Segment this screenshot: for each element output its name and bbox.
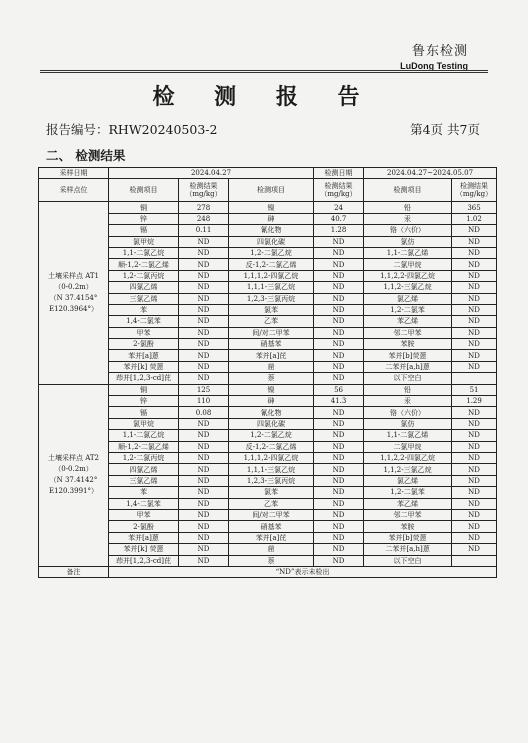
- sampling-date: 2024.04.27: [109, 168, 314, 179]
- result-cell: ND: [314, 532, 364, 543]
- header-rule: [40, 70, 488, 71]
- result-cell: ND: [314, 350, 364, 361]
- result-cell: ND: [179, 452, 229, 463]
- item-cell: 苯并[a]蒽: [109, 350, 179, 361]
- item-cell: 1,2-二氯丙烷: [109, 270, 179, 281]
- result-cell: 56: [314, 384, 364, 395]
- result-cell: ND: [452, 430, 497, 441]
- result-header: 检测结果（mg/kg）: [179, 179, 229, 202]
- result-cell: ND: [314, 304, 364, 315]
- result-cell: [452, 555, 497, 566]
- item-cell: 氯苯: [229, 487, 314, 498]
- item-cell: 铜: [109, 384, 179, 395]
- result-header: 检测结果（mg/kg）: [452, 179, 497, 202]
- sampling-point-line: （N 37.4154°: [49, 294, 98, 303]
- result-cell: 365: [452, 202, 497, 213]
- item-cell: 1,1,1,2-四氯乙烷: [229, 270, 314, 281]
- item-header: 检测项目: [364, 179, 452, 202]
- item-cell: 四氯化碳: [229, 236, 314, 247]
- item-header: 检测项目: [109, 179, 179, 202]
- result-cell: ND: [452, 350, 497, 361]
- item-cell: 汞: [364, 396, 452, 407]
- result-cell: ND: [179, 464, 229, 475]
- result-cell: ND: [179, 236, 229, 247]
- item-cell: 1,2-二氯乙烷: [229, 247, 314, 258]
- item-cell: 1,1-二氯乙烷: [109, 430, 179, 441]
- item-cell: 1,1,1,2-四氯乙烷: [229, 452, 314, 463]
- result-cell: ND: [452, 452, 497, 463]
- result-cell: ND: [314, 452, 364, 463]
- result-cell: ND: [452, 236, 497, 247]
- remark-label: 备注: [39, 566, 109, 577]
- item-cell: 1,4-二氯苯: [109, 498, 179, 509]
- sampling-point-cell: [39, 202, 109, 384]
- item-cell: 苯乙烯: [364, 498, 452, 509]
- item-cell: 铜: [109, 202, 179, 213]
- item-cell: 四氯乙烯: [109, 464, 179, 475]
- item-cell: 1,2-二氯乙烷: [229, 430, 314, 441]
- result-cell: ND: [314, 361, 364, 372]
- item-cell: 1,1,2-三氯乙烷: [364, 282, 452, 293]
- item-cell: 氯仿: [364, 418, 452, 429]
- sampling-point-line: （N 37.4142°: [49, 476, 98, 485]
- result-cell: ND: [314, 327, 364, 338]
- item-cell: 氯乙烯: [364, 293, 452, 304]
- result-cell: ND: [314, 316, 364, 327]
- result-cell: ND: [179, 487, 229, 498]
- result-cell: 24: [314, 202, 364, 213]
- item-cell: 氯仿: [364, 236, 452, 247]
- item-cell: 茚并[1,2,3-cd]芘: [109, 555, 179, 566]
- item-cell: 1,1,1-三氯乙烷: [229, 282, 314, 293]
- result-cell: 248: [179, 213, 229, 224]
- item-cell: 三氯乙烯: [109, 475, 179, 486]
- result-cell: ND: [452, 475, 497, 486]
- result-cell: ND: [314, 236, 364, 247]
- item-cell: 镍: [229, 384, 314, 395]
- result-cell: 1.02: [452, 213, 497, 224]
- item-cell: 镉: [109, 407, 179, 418]
- results-table: [38, 167, 497, 578]
- item-cell: 1,2-二氯丙烷: [109, 452, 179, 463]
- item-cell: 苯: [109, 304, 179, 315]
- item-cell: 苯并[k] 荧蒽: [109, 544, 179, 555]
- item-cell: 苯并[b]荧蒽: [364, 532, 452, 543]
- item-cell: 锌: [109, 213, 179, 224]
- result-cell: 41.3: [314, 396, 364, 407]
- result-cell: ND: [452, 441, 497, 452]
- item-cell: 苯胺: [364, 339, 452, 350]
- item-cell: 镉: [109, 225, 179, 236]
- result-cell: ND: [314, 418, 364, 429]
- result-cell: 125: [179, 384, 229, 395]
- item-cell: 四氯化碳: [229, 418, 314, 429]
- result-cell: 1.29: [452, 396, 497, 407]
- result-cell: ND: [179, 259, 229, 270]
- brand-cn: 鲁东检测: [411, 44, 468, 59]
- result-cell: ND: [314, 407, 364, 418]
- sampling-point-line: E120.3964°）: [48, 305, 98, 314]
- item-cell: 1,2-二氯苯: [364, 487, 452, 498]
- item-cell: 间/对二甲苯: [229, 327, 314, 338]
- result-cell: ND: [314, 430, 364, 441]
- result-cell: 0.08: [179, 407, 229, 418]
- item-cell: 苯并[a]蒽: [109, 532, 179, 543]
- page-info: 第4页 共7页: [410, 122, 480, 137]
- item-cell: 1,1-二氯乙烯: [364, 247, 452, 258]
- result-cell: ND: [452, 521, 497, 532]
- item-cell: 氯乙烯: [364, 475, 452, 486]
- result-cell: 40.7: [314, 213, 364, 224]
- result-cell: ND: [452, 464, 497, 475]
- result-cell: ND: [179, 316, 229, 327]
- report-number: 报告编号：RHW20240503-2: [46, 122, 218, 137]
- item-cell: 二氯甲烷: [364, 441, 452, 452]
- point-header: 采样点位: [39, 179, 109, 202]
- item-cell: 以下空白: [364, 555, 452, 566]
- item-cell: 氯甲烷: [109, 236, 179, 247]
- result-cell: ND: [314, 293, 364, 304]
- item-cell: 顺-1,2-二氯乙烯: [109, 441, 179, 452]
- item-cell: 三氯乙烯: [109, 293, 179, 304]
- item-cell: 1,1,2-三氯乙烷: [364, 464, 452, 475]
- result-cell: ND: [314, 475, 364, 486]
- result-cell: ND: [452, 293, 497, 304]
- result-cell: ND: [452, 532, 497, 543]
- sampling-point-line: （0-0.2m）: [54, 465, 93, 474]
- result-cell: ND: [452, 418, 497, 429]
- result-cell: ND: [179, 293, 229, 304]
- item-cell: 砷: [229, 396, 314, 407]
- result-cell: ND: [452, 498, 497, 509]
- item-cell: 䓛: [229, 544, 314, 555]
- result-cell: ND: [314, 555, 364, 566]
- item-cell: 间/对二甲苯: [229, 509, 314, 520]
- item-cell: 氰化物: [229, 407, 314, 418]
- item-cell: 二氯甲烷: [364, 259, 452, 270]
- result-cell: ND: [452, 316, 497, 327]
- item-cell: 1,2,3-三氯丙烷: [229, 293, 314, 304]
- result-cell: ND: [314, 441, 364, 452]
- result-cell: ND: [179, 247, 229, 258]
- result-cell: ND: [179, 475, 229, 486]
- item-cell: 铬（六价）: [364, 407, 452, 418]
- item-cell: 铬（六价）: [364, 225, 452, 236]
- item-cell: 䓛: [229, 361, 314, 372]
- item-cell: 甲苯: [109, 509, 179, 520]
- test-date: 2024.04.27~2024.05.07: [364, 168, 497, 179]
- result-cell: ND: [314, 544, 364, 555]
- result-cell: ND: [314, 509, 364, 520]
- result-cell: ND: [452, 487, 497, 498]
- item-cell: 氯苯: [229, 304, 314, 315]
- result-cell: ND: [314, 339, 364, 350]
- result-cell: ND: [452, 327, 497, 338]
- item-cell: 顺-1,2-二氯乙烯: [109, 259, 179, 270]
- result-cell: ND: [179, 509, 229, 520]
- item-cell: 苯并[a]芘: [229, 350, 314, 361]
- result-cell: ND: [314, 498, 364, 509]
- sampling-point-cell: [39, 384, 109, 566]
- sampling-point-line: E120.3991°）: [48, 487, 98, 496]
- result-cell: ND: [179, 327, 229, 338]
- item-cell: 汞: [364, 213, 452, 224]
- result-cell: ND: [314, 259, 364, 270]
- item-cell: 硝基苯: [229, 339, 314, 350]
- item-cell: 苯胺: [364, 521, 452, 532]
- test-date-label: 检测日期: [314, 168, 364, 179]
- item-cell: 1,2-二氯苯: [364, 304, 452, 315]
- item-cell: 茚并[1,2,3-cd]芘: [109, 373, 179, 384]
- remark-text: “ND”表示未检出: [109, 566, 497, 577]
- item-cell: 以下空白: [364, 373, 452, 384]
- result-cell: ND: [314, 373, 364, 384]
- result-cell: ND: [452, 225, 497, 236]
- header-rule-2: [40, 72, 488, 73]
- item-cell: 四氯乙烯: [109, 282, 179, 293]
- brand-en: LuDong Testing: [400, 61, 468, 71]
- result-cell: 51: [452, 384, 497, 395]
- result-cell: ND: [179, 339, 229, 350]
- item-header: 检测项目: [229, 179, 314, 202]
- result-cell: ND: [452, 361, 497, 372]
- item-cell: 氰化物: [229, 225, 314, 236]
- item-cell: 苯并[b]荧蒽: [364, 350, 452, 361]
- result-cell: ND: [452, 304, 497, 315]
- item-cell: 萘: [229, 373, 314, 384]
- result-cell: ND: [179, 270, 229, 281]
- company-logo: [400, 40, 468, 71]
- item-cell: 乙苯: [229, 498, 314, 509]
- result-cell: ND: [314, 282, 364, 293]
- item-cell: 铅: [364, 202, 452, 213]
- result-cell: 110: [179, 396, 229, 407]
- result-header: 检测结果（mg/kg）: [314, 179, 364, 202]
- result-cell: ND: [179, 532, 229, 543]
- item-cell: 二苯并[a,h]蒽: [364, 361, 452, 372]
- result-cell: ND: [452, 407, 497, 418]
- result-cell: ND: [179, 418, 229, 429]
- result-cell: ND: [452, 544, 497, 555]
- item-cell: 邻二甲苯: [364, 327, 452, 338]
- item-cell: 1,1,1-三氯乙烷: [229, 464, 314, 475]
- result-cell: [452, 373, 497, 384]
- sampling-date-label: 采样日期: [39, 168, 109, 179]
- result-cell: 1.28: [314, 225, 364, 236]
- result-cell: ND: [452, 509, 497, 520]
- item-cell: 2-氯酚: [109, 339, 179, 350]
- item-cell: 苯并[a]芘: [229, 532, 314, 543]
- item-cell: 镍: [229, 202, 314, 213]
- result-cell: ND: [179, 350, 229, 361]
- result-cell: ND: [179, 521, 229, 532]
- sampling-point-line: 土壤采样点 AT1: [47, 271, 100, 280]
- item-cell: 锌: [109, 396, 179, 407]
- item-cell: 1,1,2,2-四氯乙烷: [364, 270, 452, 281]
- result-cell: ND: [452, 259, 497, 270]
- item-cell: 苯乙烯: [364, 316, 452, 327]
- result-cell: ND: [314, 464, 364, 475]
- result-cell: ND: [314, 270, 364, 281]
- result-cell: ND: [179, 555, 229, 566]
- result-cell: ND: [179, 441, 229, 452]
- item-cell: 1,1-二氯乙烷: [109, 247, 179, 258]
- result-cell: ND: [179, 373, 229, 384]
- item-cell: 苯: [109, 487, 179, 498]
- result-cell: ND: [179, 544, 229, 555]
- remark-row: [39, 566, 497, 577]
- item-cell: 甲苯: [109, 327, 179, 338]
- item-cell: 1,4-二氯苯: [109, 316, 179, 327]
- result-cell: ND: [179, 304, 229, 315]
- item-cell: 1,1-二氯乙烯: [364, 430, 452, 441]
- result-cell: ND: [452, 247, 497, 258]
- item-cell: 反-1,2-二氯乙烯: [229, 259, 314, 270]
- sampling-point-line: 土壤采样点 AT2: [47, 453, 100, 462]
- result-cell: ND: [452, 339, 497, 350]
- item-cell: 2-氯酚: [109, 521, 179, 532]
- result-cell: ND: [179, 430, 229, 441]
- item-cell: 苯并[k] 荧蒽: [109, 361, 179, 372]
- item-cell: 乙苯: [229, 316, 314, 327]
- sampling-point-line: （0-0.2m）: [54, 282, 93, 291]
- result-cell: 278: [179, 202, 229, 213]
- item-cell: 反-1,2-二氯乙烯: [229, 441, 314, 452]
- result-cell: ND: [179, 282, 229, 293]
- item-cell: 二苯并[a,h]蒽: [364, 544, 452, 555]
- item-cell: 氯甲烷: [109, 418, 179, 429]
- item-cell: 邻二甲苯: [364, 509, 452, 520]
- result-cell: ND: [452, 282, 497, 293]
- result-cell: 0.11: [179, 225, 229, 236]
- result-cell: ND: [314, 487, 364, 498]
- table-row: [39, 202, 497, 213]
- item-cell: 1,2,3-三氯丙烷: [229, 475, 314, 486]
- item-cell: 砷: [229, 213, 314, 224]
- item-cell: 铅: [364, 384, 452, 395]
- result-cell: ND: [452, 270, 497, 281]
- item-cell: 萘: [229, 555, 314, 566]
- section-heading: 二、 检测结果: [46, 148, 126, 163]
- result-cell: ND: [179, 361, 229, 372]
- report-title: 检 测 报 告: [152, 84, 376, 110]
- item-cell: 1,1,2,2-四氯乙烷: [364, 452, 452, 463]
- result-cell: ND: [179, 498, 229, 509]
- item-cell: 硝基苯: [229, 521, 314, 532]
- result-cell: ND: [314, 521, 364, 532]
- result-cell: ND: [314, 247, 364, 258]
- table-row: [39, 384, 497, 395]
